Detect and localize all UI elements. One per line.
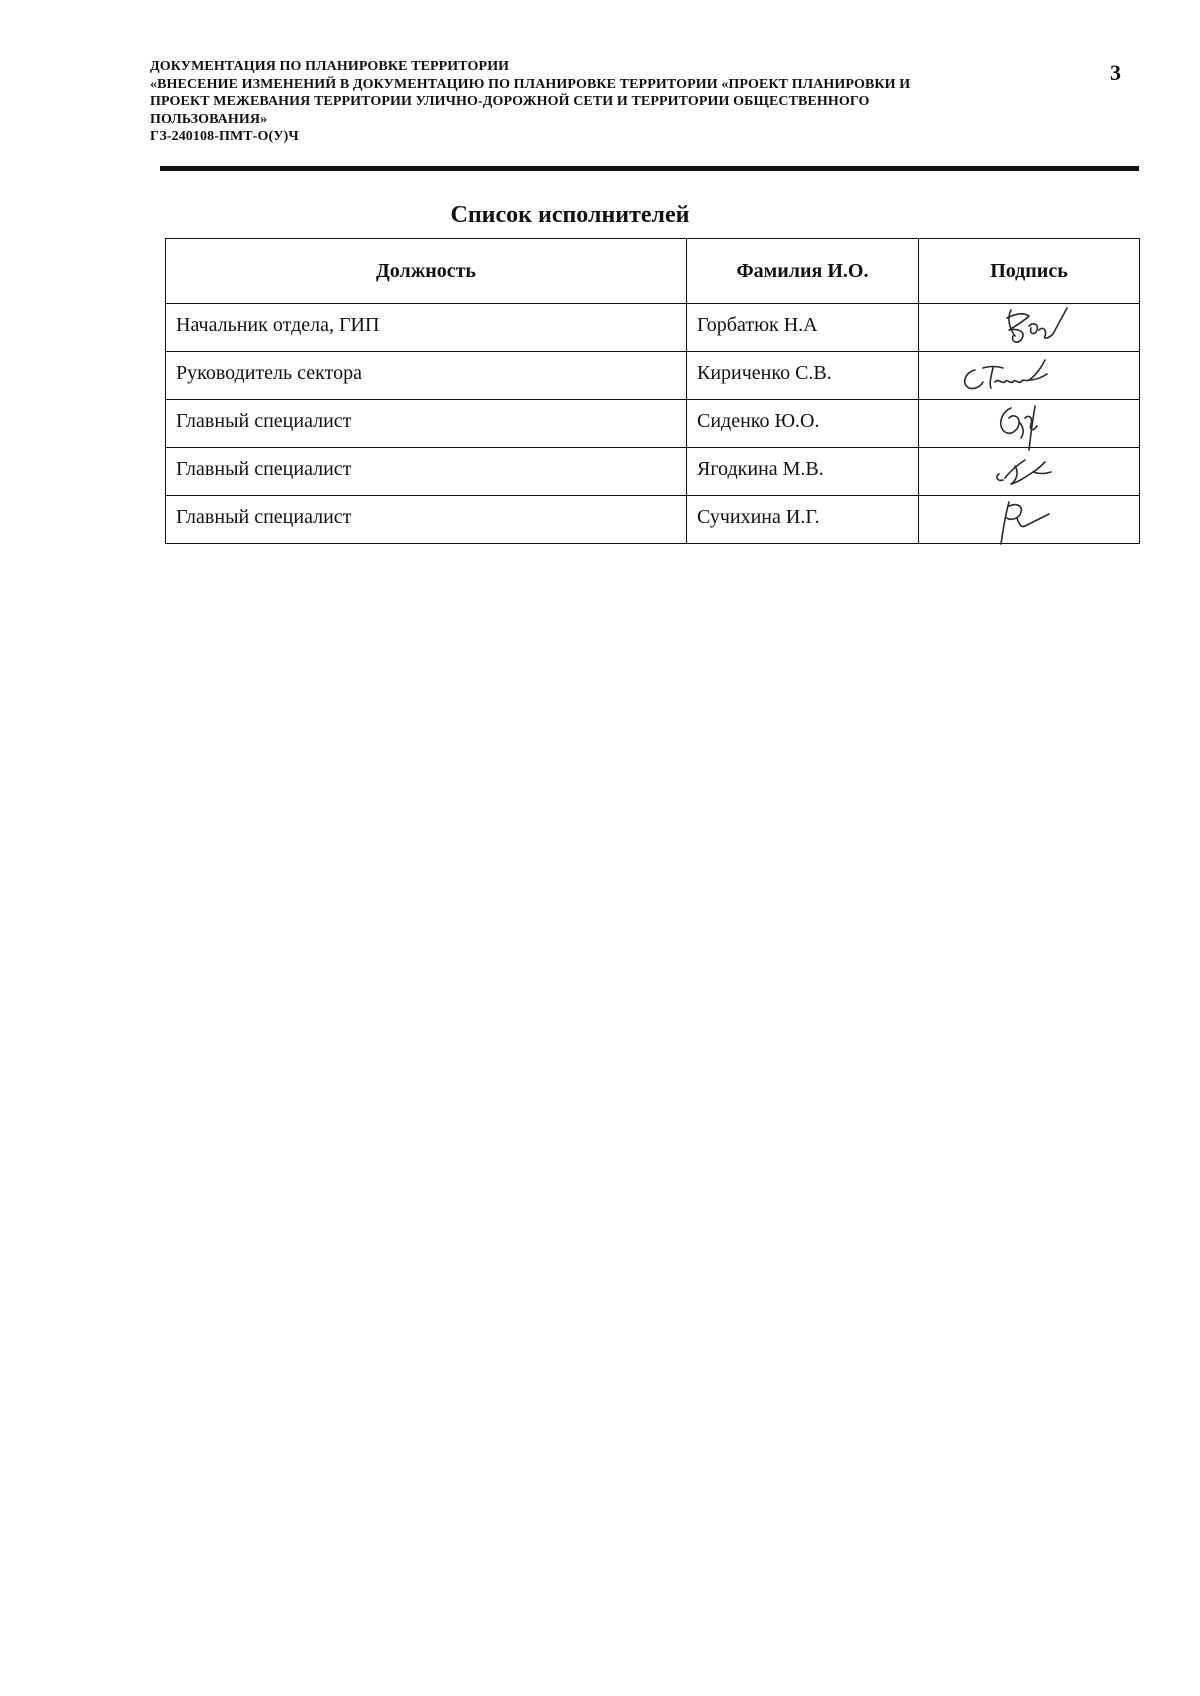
name-cell: Кириченко С.В. <box>687 352 919 400</box>
position-cell: Главный специалист <box>166 448 687 496</box>
column-header-signature: Подпись <box>919 239 1140 304</box>
signature-cell <box>919 496 1140 544</box>
table-header-row <box>166 239 1140 304</box>
name-cell: Горбатюк Н.А <box>687 304 919 352</box>
header-divider <box>160 166 1139 171</box>
page-title: Список исполнителей <box>450 202 690 228</box>
table-row <box>166 496 1140 544</box>
performers-table <box>165 238 1140 544</box>
column-header-position: Должность <box>166 239 687 304</box>
name-cell: Сиденко Ю.О. <box>687 400 919 448</box>
name-cell: Ягодкина М.В. <box>687 448 919 496</box>
name-cell: Сучихина И.Г. <box>687 496 919 544</box>
position-cell: Руководитель сектора <box>166 352 687 400</box>
column-header-name: Фамилия И.О. <box>687 239 919 304</box>
document-code: ГЗ-240108-ПМТ-О(У)Ч <box>150 129 299 144</box>
header-line-3: ПРОЕКТ МЕЖЕВАНИЯ ТЕРРИТОРИИ УЛИЧНО-ДОРОЖНОЙ СЕТИ И ТЕРРИТОРИИ ОБЩЕСТВЕННОГО <box>150 94 870 109</box>
header-line-1: ДОКУМЕНТАЦИЯ ПО ПЛАНИРОВКЕ ТЕРРИТОРИИ <box>150 59 510 74</box>
header-line-2: «ВНЕСЕНИЕ ИЗМЕНЕНИЙ В ДОКУМЕНТАЦИЮ ПО ПЛАНИРОВКЕ ТЕРРИТОРИИ «ПРОЕКТ ПЛАНИРОВКИ И <box>150 76 911 92</box>
header-line-4: ПОЛЬЗОВАНИЯ» <box>150 111 268 127</box>
document-header <box>150 58 1050 146</box>
position-cell: Главный специалист <box>166 496 687 544</box>
page-number: 3 <box>1110 60 1121 85</box>
position-cell: Главный специалист <box>166 400 687 448</box>
position-cell: Начальник отдела, ГИП <box>166 304 687 352</box>
signature-image <box>949 488 1089 550</box>
